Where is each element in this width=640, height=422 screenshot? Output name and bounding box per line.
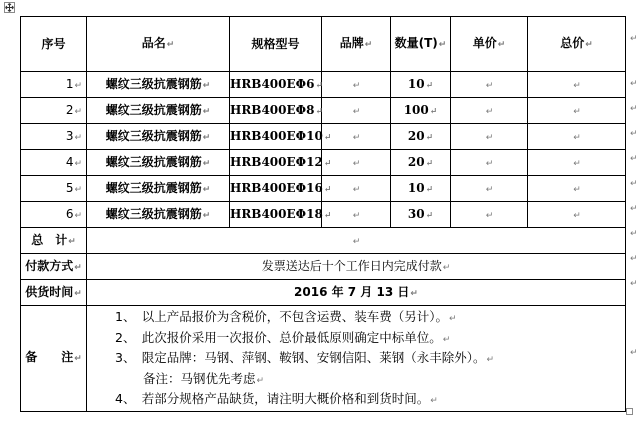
row-unit-price: ↵ <box>451 98 528 124</box>
total-value: ↵ <box>87 228 626 254</box>
row-unit-price: ↵ <box>451 72 528 98</box>
row-end-mark: ↵ <box>630 104 638 114</box>
row-end-mark: ↵ <box>630 279 638 289</box>
total-row <box>21 228 626 254</box>
row-brand: ↵ <box>322 150 391 176</box>
delivery-label: 供货时间↵ <box>21 280 87 306</box>
table-move-handle[interactable] <box>4 2 15 13</box>
row-unit-price: ↵ <box>451 202 528 228</box>
row-qty: 100↵ <box>391 98 451 124</box>
row-spec: HRB400EΦ6↵ <box>230 72 322 98</box>
row-spec: HRB400EΦ16↵ <box>230 176 322 202</box>
row-name: 螺纹三级抗震钢筋↵ <box>87 150 230 176</box>
row-no: 1↵ <box>21 72 87 98</box>
header-cell-brand: 品牌↵ <box>322 17 391 72</box>
row-end-mark: ↵ <box>630 34 638 44</box>
row-name: 螺纹三级抗震钢筋↵ <box>87 176 230 202</box>
row-qty: 20↵ <box>391 124 451 150</box>
table-resize-handle[interactable] <box>626 408 633 415</box>
row-qty: 10↵ <box>391 176 451 202</box>
header-cell-total-price: 总价↵ <box>528 17 626 72</box>
header-row <box>21 17 626 72</box>
remarks-content <box>87 306 626 412</box>
remarks-label: 备 注↵ <box>21 306 87 412</box>
row-no: 6↵ <box>21 202 87 228</box>
header-cell-no: 序号 <box>21 17 87 72</box>
remark-line: 3、 限定品牌：马钢、萍钢、鞍钢、安钢信阳、莱钢（永丰除外）。↵ <box>115 350 495 365</box>
row-qty: 10↵ <box>391 72 451 98</box>
row-no: 4↵ <box>21 150 87 176</box>
row-spec: HRB400EΦ12↵ <box>230 150 322 176</box>
quotation-table <box>20 16 626 412</box>
table-row <box>21 124 626 150</box>
row-total-price: ↵ <box>528 124 626 150</box>
row-qty: 30↵ <box>391 202 451 228</box>
header-cell-unit-price: 单价↵ <box>451 17 528 72</box>
payment-terms: 发票送达后十个工作日内完成付款↵ <box>87 254 626 280</box>
row-total-price: ↵ <box>528 176 626 202</box>
row-end-mark: ↵ <box>630 179 638 189</box>
row-brand: ↵ <box>322 176 391 202</box>
payment-label: 付款方式↵ <box>21 254 87 280</box>
row-no: 2↵ <box>21 98 87 124</box>
delivery-date: 2016 年 7 月 13 日↵ <box>87 280 626 306</box>
row-no: 3↵ <box>21 124 87 150</box>
row-brand: ↵ <box>322 72 391 98</box>
header-cell-name: 品名↵ <box>87 17 230 72</box>
payment-row <box>21 254 626 280</box>
table-row <box>21 202 626 228</box>
row-end-mark: ↵ <box>630 254 638 264</box>
row-total-price: ↵ <box>528 150 626 176</box>
row-name: 螺纹三级抗震钢筋↵ <box>87 98 230 124</box>
row-unit-price: ↵ <box>451 150 528 176</box>
row-unit-price: ↵ <box>451 176 528 202</box>
table-row <box>21 98 626 124</box>
row-spec: HRB400EΦ18↵ <box>230 202 322 228</box>
row-end-mark: ↵ <box>630 154 638 164</box>
row-end-mark: ↵ <box>630 348 638 358</box>
table-row <box>21 176 626 202</box>
table-row <box>21 72 626 98</box>
row-name: 螺纹三级抗震钢筋↵ <box>87 124 230 150</box>
row-brand: ↵ <box>322 202 391 228</box>
move-arrows-icon <box>5 3 14 12</box>
row-brand: ↵ <box>322 98 391 124</box>
row-unit-price: ↵ <box>451 124 528 150</box>
row-total-price: ↵ <box>528 202 626 228</box>
row-total-price: ↵ <box>528 98 626 124</box>
row-name: 螺纹三级抗震钢筋↵ <box>87 202 230 228</box>
table-row <box>21 150 626 176</box>
row-brand: ↵ <box>322 124 391 150</box>
row-end-mark: ↵ <box>630 204 638 214</box>
remark-line: 4、 若部分规格产品缺货，请注明大概价格和到货时间。↵ <box>115 391 438 406</box>
header-cell-qty: 数量(T)↵ <box>391 17 451 72</box>
header-cell-spec: 规格型号 <box>230 17 322 72</box>
total-label: 总 计↵ <box>21 228 87 254</box>
row-end-mark: ↵ <box>630 79 638 89</box>
row-name: 螺纹三级抗震钢筋↵ <box>87 72 230 98</box>
row-end-mark: ↵ <box>630 129 638 139</box>
row-spec: HRB400EΦ8↵ <box>230 98 322 124</box>
remarks-row <box>21 306 626 412</box>
row-spec: HRB400EΦ10↵ <box>230 124 322 150</box>
remark-line: 2、 此次报价采用一次报价、总价最低原则确定中标单位。↵ <box>115 329 451 345</box>
row-total-price: ↵ <box>528 72 626 98</box>
row-end-mark: ↵ <box>630 229 638 239</box>
remark-line: 1、 以上产品报价为含税价，不包含运费、装车费（另计）。↵ <box>115 309 457 324</box>
remark-line: 备注：马钢优先考虑↵ <box>143 370 265 386</box>
row-qty: 20↵ <box>391 150 451 176</box>
row-no: 5↵ <box>21 176 87 202</box>
delivery-row <box>21 280 626 306</box>
